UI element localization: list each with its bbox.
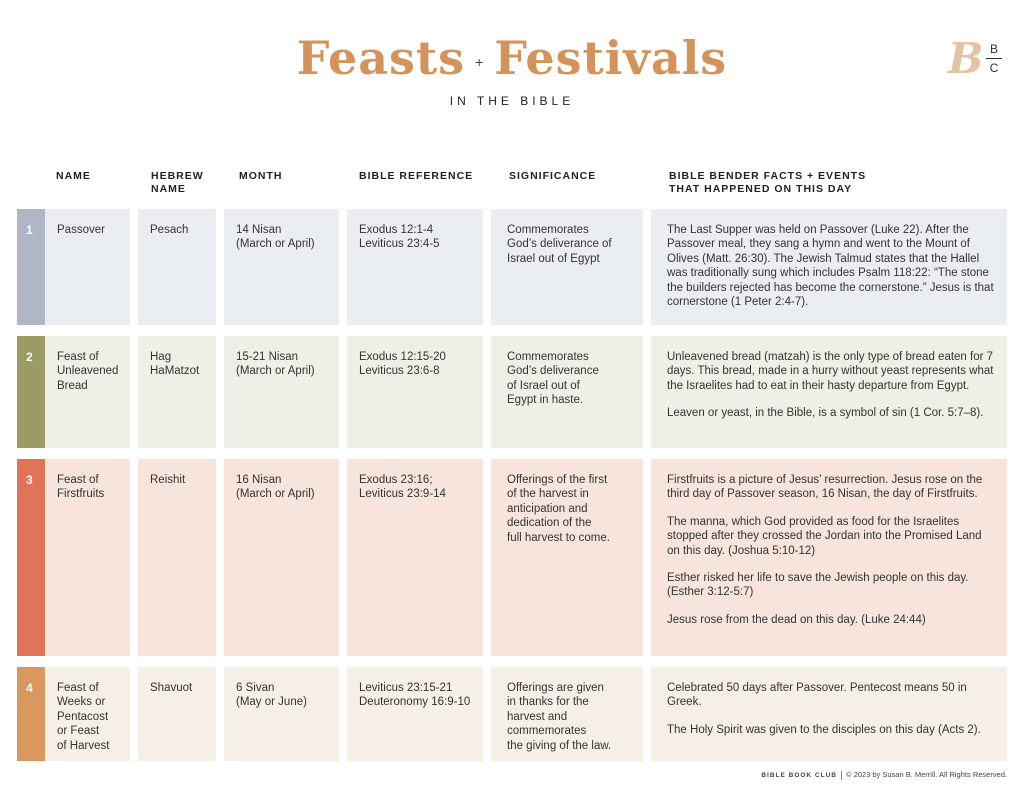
- cell-name: [45, 336, 130, 448]
- fact-paragraph: The Last Supper was held on Passover (Luke 22). After the Passover meal, they sang a hymn and went to the Mount of Olives (Matt. 26:30). The Jewish Talmud states that the Hallel was traditionally sung which includes Psalm 118:22: “The stone the builders rejected has become the cornerstone.” Jesus is that cornerstone (1 Peter 2:4-7).: [667, 224, 994, 309]
- page-subtitle: IN THE BIBLE: [449, 94, 575, 108]
- title-festivals: Festivals: [494, 31, 728, 85]
- cell-line: God’s deliverance: [507, 365, 599, 378]
- cell-line: Leviticus 23:9-14: [359, 488, 446, 501]
- row-number-badge: 4: [17, 667, 45, 761]
- bible-book-club-logo: [948, 34, 1008, 84]
- column-header-name: NAME: [56, 170, 91, 182]
- header-line: HEBREW: [151, 170, 204, 182]
- fact-paragraph: Celebrated 50 days after Passover. Pentecost means 50 in Greek.: [667, 682, 967, 709]
- cell-line: or Feast: [57, 725, 100, 738]
- cell-line: full harvest to come.: [507, 531, 610, 544]
- footer-brand: BIBLE BOOK CLUB: [761, 772, 837, 779]
- cell-line: Feast of: [57, 351, 99, 363]
- cell-name: [45, 667, 130, 761]
- fact-paragraph: The Holy Spirit was given to the disciples on this day (Acts 2).: [667, 723, 981, 736]
- logo-bottom-letter: C: [989, 61, 999, 75]
- cell-line: the giving of the law.: [507, 739, 612, 752]
- cell-line: Shavuot: [150, 682, 193, 694]
- cell-line: (March or April): [236, 238, 315, 251]
- cell-line: harvest and: [507, 710, 568, 723]
- logo-blackletter-b-icon: B: [948, 34, 984, 83]
- cell-line: of Harvest: [57, 739, 110, 752]
- cell-hebrew: [138, 209, 216, 325]
- cell-line: in thanks for the: [507, 696, 589, 709]
- cell-facts: [651, 209, 1007, 325]
- cell-line: Exodus 23:16;: [359, 474, 433, 486]
- cell-reference: [347, 667, 483, 761]
- cell-line: 15-21 Nisan: [236, 351, 299, 363]
- cell-line: Commemorates: [507, 224, 589, 236]
- cell-line: Bread: [57, 379, 88, 392]
- fact-paragraph: Esther risked her life to save the Jewish people on this day. (Esther 3:12-5:7): [667, 572, 969, 599]
- cell-hebrew: [138, 667, 216, 761]
- footer-copyright: © 2023 by Susan B. Merrill. All Rights Reserved.: [845, 770, 1007, 779]
- cell-line: commemorates: [507, 725, 587, 738]
- cell-significance: [491, 459, 643, 656]
- cell-line: Exodus 12:15-20: [359, 351, 446, 363]
- cell-reference: [347, 336, 483, 448]
- cell-line: 16 Nisan: [236, 474, 282, 486]
- header-line: BIBLE BENDER FACTS + EVENTS: [669, 170, 867, 182]
- title-feasts: Feasts: [296, 31, 466, 85]
- row-number-badge: 1: [17, 209, 45, 325]
- cell-line: of Israel out of: [507, 379, 580, 392]
- cell-line: Pentacost: [57, 710, 109, 723]
- column-header-month: MONTH: [239, 170, 283, 182]
- cell-reference: [347, 209, 483, 325]
- cell-line: Deuteronomy 16:9-10: [359, 696, 471, 709]
- fact-paragraph: The manna, which God provided as food for the Israelites stopped after they crossed the Jordan into the Promised Land on this day. (Joshua 5:10-12): [667, 515, 982, 557]
- logo-divider: [986, 58, 1002, 59]
- cell-line: Pesach: [150, 224, 189, 236]
- footer: [761, 770, 1007, 780]
- cell-line: Israel out of Egypt: [507, 252, 600, 265]
- cell-hebrew: [138, 459, 216, 656]
- cell-line: Feast of: [57, 474, 99, 486]
- header-line: NAME: [151, 183, 186, 195]
- cell-line: Firstfruits: [57, 488, 105, 501]
- title-plus: +: [475, 54, 485, 70]
- cell-line: 6 Sivan: [236, 682, 275, 694]
- cell-month: [224, 209, 339, 325]
- cell-facts: [651, 667, 1007, 761]
- column-header-significance: SIGNIFICANCE: [509, 170, 597, 182]
- cell-line: Passover: [57, 224, 105, 236]
- cell-line: HaMatzot: [150, 365, 200, 378]
- column-header-facts: [669, 170, 866, 196]
- fact-paragraph: Unleavened bread (matzah) is the only type of bread eaten for 7 days. This bread, made in a hurry without yeast represents what the Israelites had to eat in their hasty departure from Egypt.: [667, 351, 994, 392]
- cell-line: Leviticus 23:15-21: [359, 682, 453, 694]
- cell-line: Commemorates: [507, 351, 589, 363]
- footer-divider: [841, 771, 842, 780]
- column-header-bible-reference: BIBLE REFERENCE: [359, 170, 474, 182]
- cell-line: Exodus 12:1-4: [359, 224, 434, 236]
- cell-significance: [491, 667, 643, 761]
- fact-paragraph: Jesus rose from the dead on this day. (Luke 24:44): [667, 613, 926, 626]
- cell-line: (March or April): [236, 488, 315, 501]
- fact-paragraph: Leaven or yeast, in the Bible, is a symbol of sin (1 Cor. 5:7–8).: [667, 407, 984, 420]
- cell-line: anticipation and: [507, 502, 588, 515]
- logo-fraction: [986, 42, 1002, 75]
- cell-line: dedication of the: [507, 517, 592, 530]
- cell-line: Hag: [150, 351, 172, 363]
- row-number-badge: 2: [17, 336, 45, 448]
- row-number-badge: 3: [17, 459, 45, 656]
- cell-line: Offerings are given: [507, 682, 604, 694]
- cell-line: Leviticus 23:4-5: [359, 238, 440, 251]
- cell-line: Weeks or: [57, 696, 106, 709]
- cell-significance: [491, 209, 643, 325]
- cell-line: Reishit: [150, 474, 186, 486]
- cell-line: Offerings of the first: [507, 474, 608, 486]
- cell-line: (March or April): [236, 365, 315, 378]
- cell-facts: [651, 336, 1007, 448]
- cell-hebrew: [138, 336, 216, 448]
- logo-top-letter: B: [989, 42, 998, 56]
- cell-month: [224, 336, 339, 448]
- cell-name: [45, 209, 130, 325]
- cell-line: Feast of: [57, 682, 99, 694]
- page-title: [0, 28, 1024, 92]
- cell-facts: [651, 459, 1007, 656]
- fact-paragraph: Firstfruits is a picture of Jesus’ resurrection. Jesus rose on the third day of Passover season, 16 Nisan, the day of Firstfruits.: [667, 474, 983, 501]
- cell-line: Unleavened: [57, 365, 119, 378]
- header-line: THAT HAPPENED ON THIS DAY: [669, 183, 853, 195]
- cell-line: God’s deliverance of: [507, 238, 612, 251]
- cell-month: [224, 667, 339, 761]
- cell-line: Leviticus 23:6-8: [359, 365, 440, 378]
- cell-line: (May or June): [236, 696, 307, 709]
- cell-line: Egypt in haste.: [507, 394, 584, 407]
- cell-line: 14 Nisan: [236, 224, 282, 236]
- cell-reference: [347, 459, 483, 656]
- cell-name: [45, 459, 130, 656]
- column-header-hebrew-name: [151, 170, 204, 196]
- cell-line: of the harvest in: [507, 488, 589, 501]
- cell-significance: [491, 336, 643, 448]
- cell-month: [224, 459, 339, 656]
